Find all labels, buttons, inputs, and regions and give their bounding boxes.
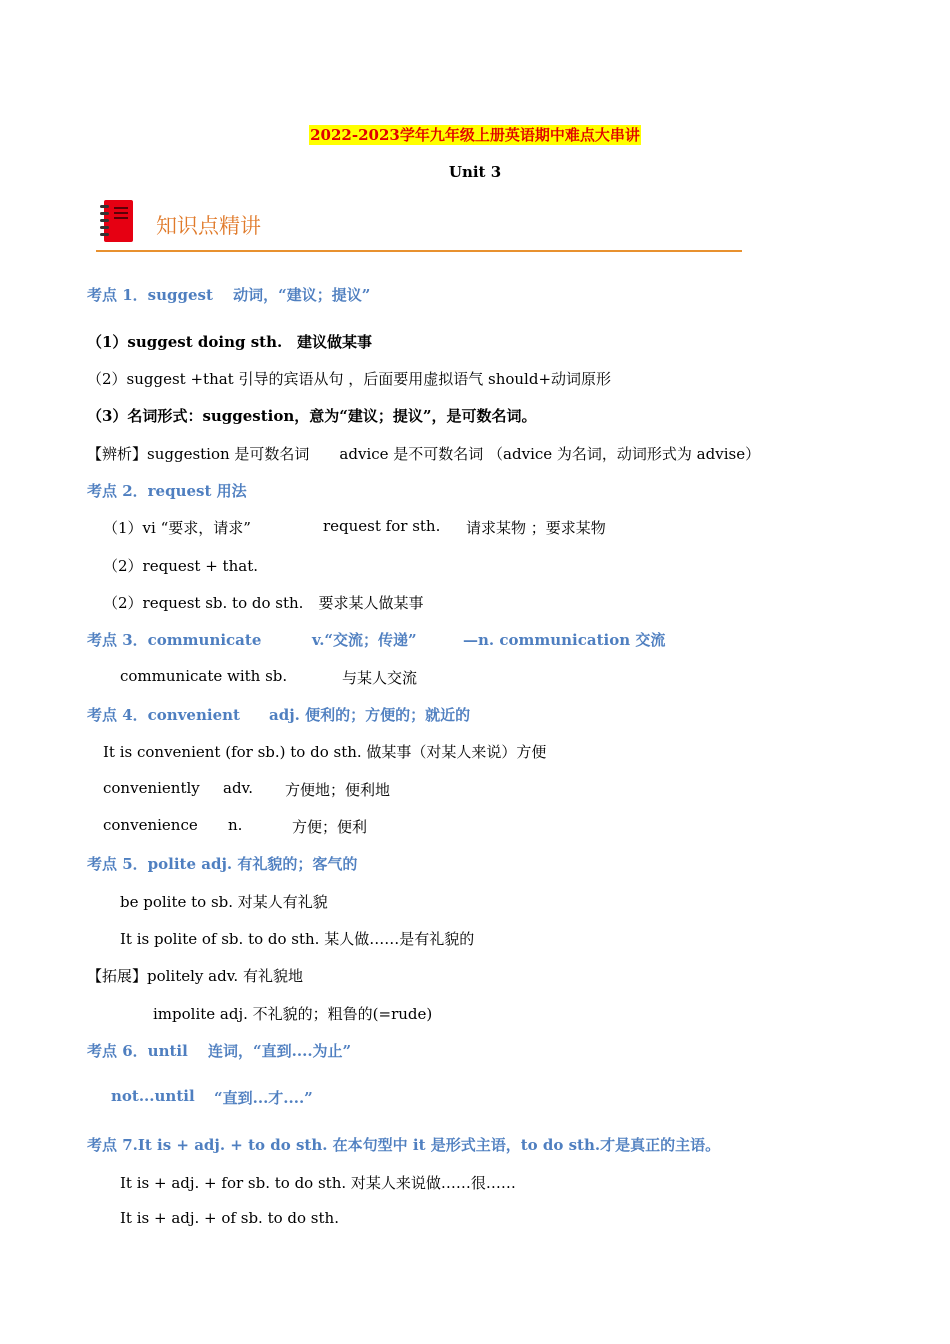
kp4-line2-c: 方便地；便利地 [285,781,391,799]
kp2-line1-b: request for sth. [323,517,441,535]
kp4-line3-c: 方便；便利 [292,818,368,836]
kp7-line2: It is + adj. + of sb. to do sth. [120,1209,339,1227]
kp5-heading: 考点 5．polite adj. 有礼貌的；客气的 [87,855,358,873]
kp7-line1: It is + adj. + for sb. to do sth. 对某人来说做……很…… [120,1174,516,1192]
kp2-line2: （2）request + that. [103,557,258,575]
kp1-line1-a: （1）suggest doing sth. [87,333,283,351]
unit-label: Unit 3 [448,163,502,181]
kp5-line4: impolite adj. 不礼貌的；粗鲁的(=rude) [153,1005,433,1023]
kp3-heading-b: v.“交流；传递” [312,631,417,649]
kp5-line1: be polite to sb. 对某人有礼貌 [120,893,328,911]
kp3-line1-b: 与某人交流 [342,669,418,687]
kp6-heading: 考点 6．until 连词，“直到....为止” [87,1042,352,1060]
kp4-heading-a: 考点 4．convenient [87,706,240,724]
kp4-line3-b: n. [228,816,243,834]
kp6-line1-a: not...until [111,1087,195,1105]
kp2-heading: 考点 2．request 用法 [87,482,247,500]
kp3-heading-a: 考点 3．communicate [87,631,262,649]
kp1-heading: 考点 1．suggest 动词，“建议；提议” [87,286,371,304]
document-title: 2022-2023学年九年级上册英语期中难点大串讲 [310,126,640,144]
kp3-line1-a: communicate with sb. [120,667,288,685]
kp4-line2-a: conveniently [103,779,200,797]
kp4-line3-a: convenience [103,816,198,834]
kp4-line2-b: adv. [223,779,254,797]
kp1-line4: 【辨析】suggestion 是可数名词 advice 是不可数名词 （advice 为名词，动词形式为 advise） [87,445,761,463]
kp4-heading-b: adj. 便利的；方便的；就近的 [269,706,471,724]
kp2-line3: （2）request sb. to do sth. 要求某人做某事 [103,594,424,612]
kp4-line1: It is convenient (for sb.) to do sth. 做某事（对某人来说）方便 [103,743,547,761]
kp5-line2: It is polite of sb. to do sth. 某人做……是有礼貌的 [120,930,475,948]
kp1-line1-b: 建议做某事 [297,333,373,351]
kp2-line1-a: （1）vi “要求，请求” [103,519,251,537]
notebook-icon [100,199,134,243]
kp1-line2: （2）suggest +that 引导的宾语从句 ，后面要用虚拟语气 should+动词原形 [87,370,612,388]
banner-divider [96,250,742,252]
kp6-line1-b: “直到...才....” [214,1089,313,1107]
kp3-heading-c: —n. communication 交流 [463,631,666,649]
kp5-line3: 【拓展】politely adv. 有礼貌地 [87,967,303,985]
section-banner-title: 知识点精讲 [156,214,261,238]
kp2-line1-c: 请求某物 ；要求某物 [466,519,606,537]
kp1-line3: （3）名词形式：suggestion，意为“建议；提议”，是可数名词。 [87,407,537,425]
kp7-heading: 考点 7.It is + adj. + to do sth. 在本句型中 it 是形式主语，to do sth.才是真正的主语。 [87,1136,721,1154]
